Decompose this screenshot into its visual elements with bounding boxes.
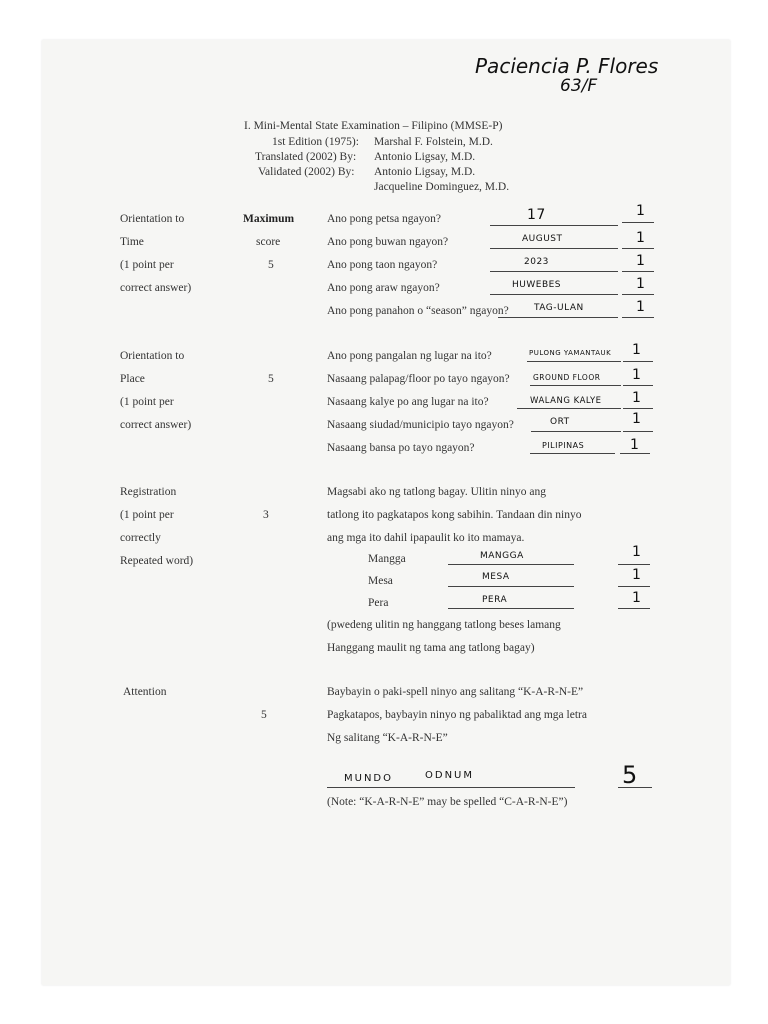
item-score: 1 — [636, 203, 645, 219]
section-label-registration: Registration — [120, 486, 177, 498]
item-score: 1 — [630, 437, 639, 453]
question: Ano pong petsa ngayon? — [327, 213, 442, 225]
item-score: 1 — [636, 230, 645, 246]
answer: HUWEBES — [512, 280, 562, 290]
section-label-registration: Repeated word) — [120, 555, 194, 567]
max-score-registration: 3 — [263, 509, 269, 521]
answer: WALANG KALYE — [530, 396, 602, 406]
question: Ano pong araw ngayon? — [327, 282, 440, 294]
attention-instructions: Ng salitang “K-A-R-N-E” — [327, 732, 448, 744]
item-score: 1 — [632, 590, 641, 606]
answer: MESA — [482, 572, 510, 582]
item-score: 1 — [632, 567, 641, 583]
answer: PERA — [482, 595, 508, 605]
edition-label: 1st Edition (1975): — [272, 136, 359, 148]
question: Nasaang siudad/municipio tayo ngayon? — [327, 419, 514, 431]
attention-instructions: Baybayin o paki-spell ninyo ang salitang “K-A-R-N-E” — [327, 686, 584, 698]
attention-instructions: Pagkatapos, baybayin ninyo ng pabaliktad ang mga letra — [327, 709, 587, 721]
answer: PULONG YAMANTAUK — [529, 349, 612, 357]
attention-score: 5 — [622, 761, 638, 789]
max-score-time: 5 — [268, 259, 274, 271]
max-score-attention: 5 — [261, 709, 267, 721]
section-label-time: Time — [120, 236, 144, 248]
section-label-place: Place — [120, 373, 145, 385]
validated-by-2: Jacqueline Dominguez, M.D. — [374, 181, 510, 193]
section-label-time: (1 point per — [120, 259, 174, 271]
max-score-header-2: score — [256, 236, 281, 248]
translated-by: Antonio Ligsay, M.D. — [374, 151, 476, 163]
question: Nasaang kalye po ang lugar na ito? — [327, 396, 489, 408]
exam-title: I. Mini-Mental State Examination – Filipino (MMSE-P) — [244, 120, 503, 132]
answer: ODNUM — [425, 770, 474, 781]
answer: TAG-ULAN — [534, 303, 584, 313]
answer: GROUND FLOOR — [533, 373, 601, 382]
section-label-registration: (1 point per — [120, 509, 174, 521]
registration-word: Mangga — [368, 553, 406, 565]
section-label-place: correct answer) — [120, 419, 192, 431]
item-score: 1 — [632, 411, 641, 427]
patient-age-sex: 63/F — [560, 76, 598, 96]
registration-instructions: tatlong ito pagkatapos kong sabihin. Tandaan din ninyo — [327, 509, 582, 521]
registration-note: Hanggang maulit ng tama ang tatlong bagay) — [327, 642, 535, 654]
item-score: 1 — [632, 390, 641, 406]
section-label-time: Orientation to — [120, 213, 185, 225]
question: Ano pong panahon o “season” ngayon? — [327, 305, 509, 317]
validated-by-1: Antonio Ligsay, M.D. — [374, 166, 476, 178]
validated-label: Validated (2002) By: — [258, 166, 355, 178]
registration-word: Mesa — [368, 575, 393, 587]
answer: PILIPINAS — [542, 441, 585, 450]
max-score-header-1: Maximum — [243, 213, 295, 225]
answer: MANGGA — [480, 551, 524, 561]
max-score-place: 5 — [268, 373, 274, 385]
answer: AUGUST — [522, 234, 563, 244]
section-label-time: correct answer) — [120, 282, 192, 294]
answer: 17 — [527, 207, 546, 223]
registration-instructions: ang mga ito dahil ipapaulit ko ito mamaya. — [327, 532, 525, 544]
question: Ano pong pangalan ng lugar na ito? — [327, 350, 492, 362]
question: Ano pong buwan ngayon? — [327, 236, 449, 248]
registration-word: Pera — [368, 597, 389, 609]
section-label-registration: correctly — [120, 532, 161, 544]
answer: 2023 — [524, 257, 549, 267]
registration-note: (pwedeng ulitin ng hanggang tatlong beses lamang — [327, 619, 561, 631]
section-label-attention: Attention — [123, 686, 167, 698]
item-score: 1 — [632, 342, 641, 358]
question: Ano pong taon ngayon? — [327, 259, 438, 271]
section-label-place: Orientation to — [120, 350, 185, 362]
question: Nasaang palapag/floor po tayo ngayon? — [327, 373, 510, 385]
item-score: 1 — [632, 367, 641, 383]
item-score: 1 — [636, 276, 645, 292]
item-score: 1 — [632, 544, 641, 560]
patient-name: Paciencia P. Flores — [475, 54, 659, 78]
item-score: 1 — [636, 299, 645, 315]
translated-label: Translated (2002) By: — [255, 151, 357, 163]
registration-instructions: Magsabi ako ng tatlong bagay. Ulitin ninyo ang — [327, 486, 546, 498]
item-score: 1 — [636, 253, 645, 269]
attention-note: (Note: “K-A-R-N-E” may be spelled “C-A-R-N-E”) — [327, 796, 568, 808]
edition-author: Marshal F. Folstein, M.D. — [374, 136, 493, 148]
section-label-place: (1 point per — [120, 396, 174, 408]
answer: ORT — [550, 417, 570, 427]
question: Nasaang bansa po tayo ngayon? — [327, 442, 475, 454]
answer: MUNDO — [344, 773, 393, 784]
